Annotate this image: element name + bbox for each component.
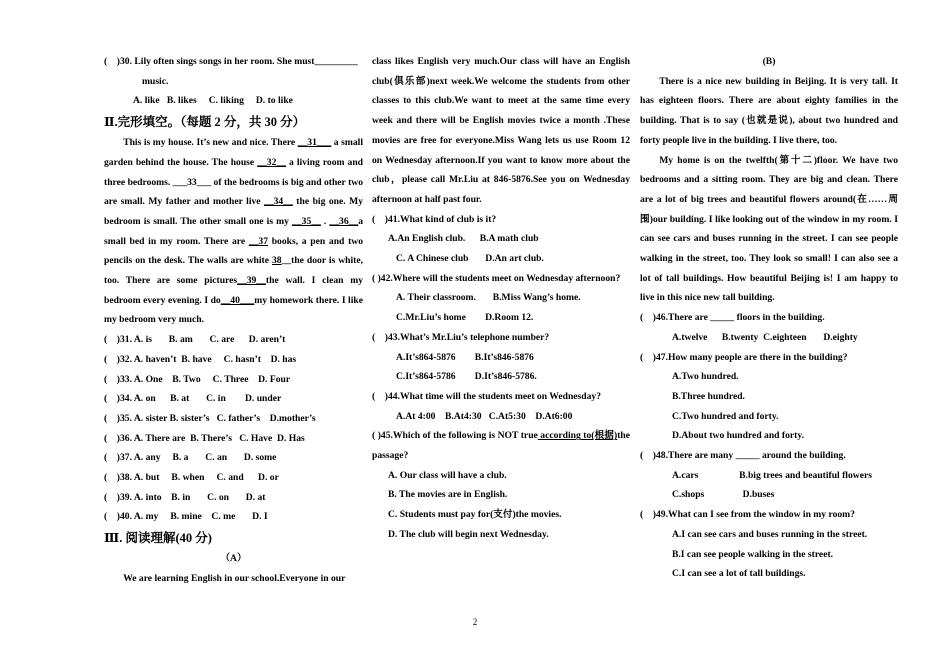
option-row: ( )40. A. my B. mine C. me D. I [104,511,268,523]
option-line: C.Two hundred and forty. [672,410,779,422]
page-number: 2 [472,617,478,627]
question-42: ( )42.Where will the students meet on Wednesday afternoon? [372,272,621,284]
option-row: ( )35. A. sister B. sister’s C. father’s D.mother’s [104,412,316,424]
question-44: ( )44.What time will the students meet on Wednesday? [372,390,602,402]
cloze-passage: This is my house. It’s new and nice. There __31___ a small garden behind the house. The house __32__ a living room and three bedrooms. ___33___ of the bedrooms is big and other two are small. My father and mother live __34__ the big one. My bedroom is small. The other small one is my __35__ . __36__a small bed in my room. There are __37 books, a pen and two pencils on the desk. The walls are white 38__the door is white, too. There are some pictures__39__the wall. I clean my bedroom every evening. I do__40___my homework there. I like my bedroom very much. [104,137,363,326]
option-line: C.shops D.buses [672,489,775,501]
question-41: ( )41.What kind of club is it? [372,213,497,225]
passage-b-para-1: There is a nice new building in Beijing. It is very tall. It has eighteen floors. There are about eighty families in the building. That is to say (也就是说), about two hundred and forty people live in the building. I live there, too. [640,75,898,146]
passage-b-label: (B) [762,56,776,67]
middle-column [372,52,630,545]
option-line: A.At 4:00 B.At4:30 C.At5:30 D.At6:00 [396,410,573,422]
question-30-cont: music. [142,75,169,87]
question-30: ( )30. Lily often sings songs in her room. She must_________ [104,56,358,67]
question-43: ( )43.What’s Mr.Liu’s telephone number? [372,331,550,343]
option-row: ( )36. A. There are B. There’s C. Have D. Has [104,432,305,444]
option-line: C. A Chinese club D.An art club. [396,253,544,265]
question-30-options: A. like B. likes C. liking D. to like [133,95,293,107]
question-48: ( )48.There are many _____ around the building. [640,450,846,462]
option-line: B. The movies are in English. [388,489,508,501]
option-line: B.Three hundred. [672,390,745,402]
left-column [104,52,363,589]
question-49: ( )49.What can I see from the window in my room? [640,509,855,521]
passage-a-label: （A） [220,553,247,565]
right-column [640,52,898,584]
passage-a-start: We are learning English in our school.Everyone in our [123,572,346,584]
option-line: A. Our class will have a club. [388,469,507,481]
option-line: B.I can see people walking in the street. [672,548,834,560]
option-line: C.Mr.Liu’s home D.Room 12. [396,312,534,324]
option-row: ( )39. A. into B. in C. on D. at [104,491,266,503]
option-line: A.Two hundred. [672,371,739,383]
passage-a-text: class likes English very much.Our class will have an English club(俱乐部)next week.We welcome the students from other classes to this club.We want to meet at the same time every week and there will be English movies twice a month .These movies are free for everyone.Miss Wang lets us use Room 12 on Wednesday afternoon.If you want to know more about the club，please call Mr.Liu at 846-5876.See you on Wednesday afternoon at half past four. [372,56,630,205]
option-line: D. The club will begin next Wednesday. [388,528,549,540]
option-row: ( )34. A. on B. at C. in D. under [104,393,282,405]
option-row: ( )37. A. any B. a C. an D. some [104,452,277,464]
option-line: A.I can see cars and buses running in the street. [672,528,868,540]
option-line: A.twelve B.twenty C.eighteen D.eighty [672,331,858,343]
option-row: ( )32. A. haven’t B. have C. hasn’t D. has [104,353,297,365]
option-line: C.I can see a lot of tall buildings. [672,568,806,580]
option-line: C.It’s864-5786 D.It’s846-5786. [396,371,537,383]
option-line: C. Students must pay for(支付)the movies. [388,509,562,521]
option-line: A.An English club. B.A math club [388,233,539,245]
option-line: A.cars B.big trees and beautiful flowers [672,469,872,481]
option-line: A.It’s864-5876 B.It’s846-5876 [396,351,534,363]
question-47: ( )47.How many people are there in the building? [640,351,848,363]
section-2-title: Ⅱ.完形填空。（每题 2 分，共 30 分） [104,115,306,130]
question-46: ( )46.There are _____ floors in the building. [640,312,825,324]
option-row: ( )33. A. One B. Two C. Three D. Four [104,373,291,385]
option-row: ( )38. A. but B. when C. and D. or [104,472,279,484]
option-line: D.About two hundred and forty. [672,430,805,442]
section-3-title: Ⅲ. 阅读理解(40 分) [104,531,212,546]
question-45: ( )45.Which of the following is NOT true according to(根据)the passage? [372,430,630,462]
option-row: ( )31. A. is B. am C. are D. aren’t [104,334,286,346]
option-line: A. Their classroom. B.Miss Wang’s home. [396,292,581,304]
passage-b-para-2: My home is on the twelfth(第十二)floor. We have two bedrooms and a sitting room. They are big and clean. There are a lot of big trees and beautiful flowers around(在……周围)our building. I like looking out of the window in my room. I can see cars and buses running in the street. I can see people walking in the street, too. They look so small! I can also see a lot of tall buildings. How beautiful Beijing is! I am happy to live in this nice new tall building. [640,154,898,304]
